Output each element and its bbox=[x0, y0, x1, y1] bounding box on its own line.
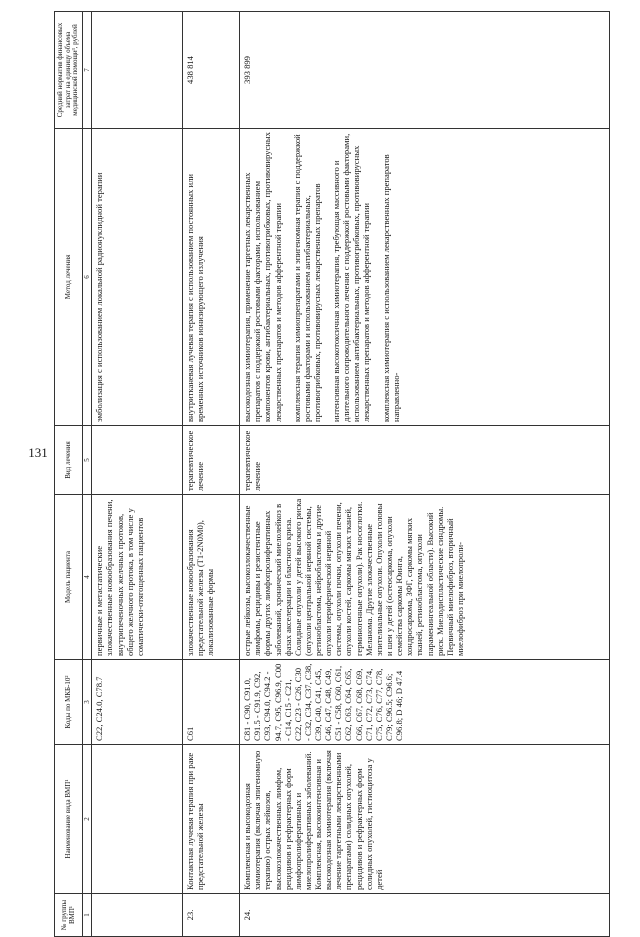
treatment-method-text: комплексная химиотерапия с использованием лекарственных препаратов направленно- bbox=[380, 154, 401, 422]
icd-codes-cell: C61 bbox=[182, 660, 239, 745]
treatment-method-text: внутритканевая лучевая терапия с использованием постоянных или временных источников ионизирующего излучения bbox=[184, 174, 205, 422]
group-number-cell bbox=[92, 894, 182, 937]
table-row bbox=[240, 12, 610, 937]
treatment-method-text: высокодозная химиотерапия, применение таргетных лекарственных препаратов с поддержкой ростовыми факторами, использованием компонентов крови, антибактериальных, противогрибковых, противовирусных лекарственных препаратов и методов афферентной терапии bbox=[242, 132, 283, 422]
column-number: 4 bbox=[83, 495, 92, 660]
header-treatment-method: Метод лечения bbox=[55, 129, 83, 426]
header-icd-codes: Коды по МКБ-10² bbox=[55, 660, 83, 745]
cost-norm-cell bbox=[92, 12, 182, 129]
column-number: 5 bbox=[83, 426, 92, 495]
vmp-name-cell: Комплексная и высокодозная химиотерапия (включая эпигеномную терапию) острых лейкозов, высокозлокачественных лимфом, рецидивов и рефрактерных форм лимфопролиферативных и миелопролиферативных заболеваний. Комплексная, высокоинтенсивная и высокодозная химиотерапия (включая лечение таргетными лекарственными препаратами) солидных опухолей, рецидивов и рефрактерных форм солидных опухолей, гистиоцитоза у детей bbox=[240, 745, 610, 894]
treatment-method-cell bbox=[240, 129, 610, 426]
patient-model-cell: острые лейкозы, высокозлокачественные лимфомы, рецидивы и резистентные формы других лимфопролиферативных заболеваний, хронический миелолейкоз в фазах акселерации и бластного криза. Солидные опухоли у детей высокого риска (опухоли центральной нервной системы, ретинобластома, нейробластома и другие опухоли периферической нервной системы, опухоли почки, опухоли печени, опухоли костей, саркомы мягких тканей, герминогенные опухоли). Рак носоглотки. Меланома. Другие злокачественные эпителиальные опухоли. Опухоли головы и шеи у детей (остеосаркома, опухоли семейства саркомы Юинга, хондросаркома, ЗФГ, саркомы мягких тканей, ретинобластома, опухоли параменингеальной области). Высокий риск. Миелодиспластические синдромы. Первичный миелофиброз, вторичный миелофиброз при миелопроли- bbox=[240, 495, 610, 660]
header-vmp-name: Наименование вида ВМП¹ bbox=[55, 745, 83, 894]
treatment-kind-cell: терапевтическое лечение bbox=[240, 426, 610, 495]
header-treatment-kind: Вид лечения bbox=[55, 426, 83, 495]
vmp-name-cell: Контактная лучевая терапия при раке предстательной железы bbox=[182, 745, 239, 894]
patient-model-cell: злокачественные новообразования предстательной железы (T1-2N0M0), локализованные формы bbox=[182, 495, 239, 660]
treatment-method-cell bbox=[92, 129, 182, 426]
treatment-method-text: эмболизация с использованием локальной радионуклидной терапии bbox=[94, 172, 105, 422]
icd-codes-cell: C22, C24.0, C78.7 bbox=[92, 660, 182, 745]
table-header-row bbox=[55, 12, 83, 937]
treatment-method-text: комплексная терапия химиопрепаратами и эпигеномная терапия с поддержкой ростовыми факторами и использованием антибактериальных, противогрибковых, противовирусных лекарственных препаратов bbox=[291, 134, 322, 422]
table-row bbox=[182, 12, 239, 937]
column-number: 1 bbox=[83, 894, 92, 937]
column-number: 7 bbox=[83, 12, 92, 129]
group-number-cell: 23. bbox=[182, 894, 239, 937]
column-number: 6 bbox=[83, 129, 92, 426]
column-number: 2 bbox=[83, 745, 92, 894]
group-number-cell: 24. bbox=[240, 894, 610, 937]
table-row bbox=[92, 12, 182, 937]
icd-codes-cell: C81 - C90, C91.0, C91.5 - C91.9, C92, C93, C94.0, C94.2 - 94.7, C95, C96.9, C00 - C14, C15 - C21, C22, C23 - C26, C30 - C32, C34, C37, C38, C39, C40, C41, C45, C46, C47, C48, C49, C51 - C58, C60, C61, C62, C63, C64, C65, C66, C67, C68, C69, C71, C72, C73, C74, C75, C76, C77, C78, C79; C96.5; C96.6; C96.8; D 46; D 47.4 bbox=[240, 660, 610, 745]
patient-model-cell: первичные и метастатические злокачественные новообразования печени, внутрипеченочных желчных протоков, общего желчного протока, в том числе у соматически-отягощенных пациентов bbox=[92, 495, 182, 660]
treatment-method-cell bbox=[182, 129, 239, 426]
vmp-name-cell bbox=[92, 745, 182, 894]
header-cost-norm: Средний норматив финансовых затрат на единицу объема медицинской помощи³, рублей bbox=[55, 12, 83, 129]
page-number: 131 bbox=[28, 445, 48, 460]
treatment-kind-cell bbox=[92, 426, 182, 495]
column-number-row bbox=[83, 12, 92, 937]
cost-norm-cell: 393 899 bbox=[240, 12, 610, 129]
column-number: 3 bbox=[83, 660, 92, 745]
header-patient-model: Модель пациента bbox=[55, 495, 83, 660]
header-group-number: № группы ВМП¹ bbox=[55, 894, 83, 937]
treatment-kind-cell: терапевтическое лечение bbox=[182, 426, 239, 495]
treatment-method-text: интенсивная высокотоксичная химиотерапия, требующая массивного и длительного сопроводительного лечения с поддержкой ростовыми факторами, использованием антибактериальных, противогрибковых, противовирусных лекарственных препаратов и методов афферентной терапии bbox=[331, 133, 372, 422]
vmp-table bbox=[54, 11, 610, 937]
cost-norm-cell: 438 814 bbox=[182, 12, 239, 129]
